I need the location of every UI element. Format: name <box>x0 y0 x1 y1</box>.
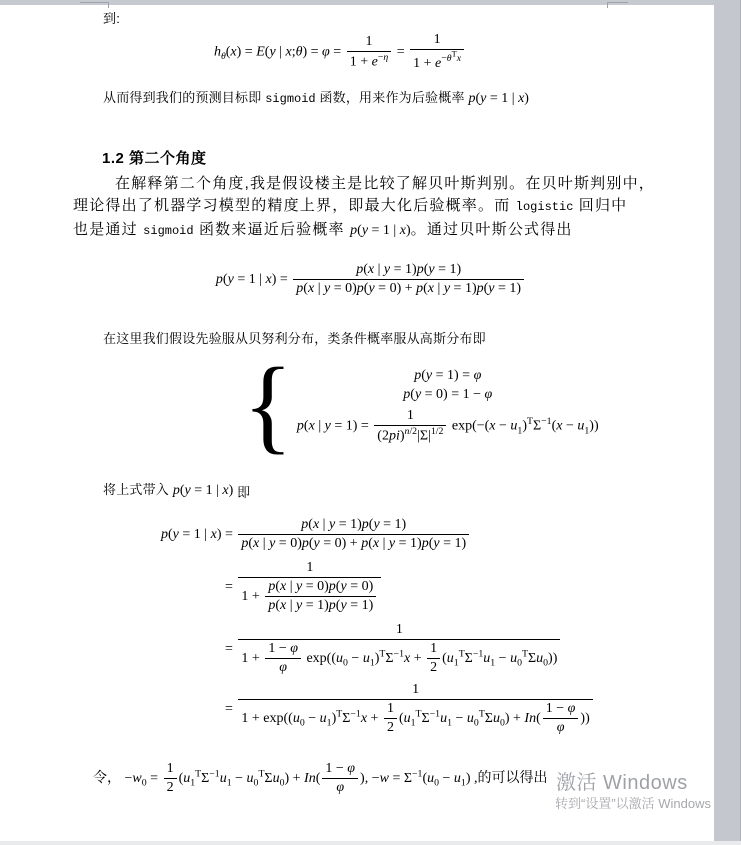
section-heading-1-2: 1.2 第二个角度 <box>102 150 207 167</box>
text-boundary-mark-left <box>80 2 109 8</box>
activate-windows-watermark-subtext: 转到“设置”以激活 Windows <box>555 796 712 811</box>
formula-sigmoid-hypothesis: $h_\theta(x) = E(y$ | x;θ) = φ = $\frac{1}{1 + e^{-\eta}}$ = $\frac{1}{1 + e^{-\theta^Tx}}$ <box>140 31 540 73</box>
bottom-gray-strip <box>0 841 741 845</box>
derivation-line-3: = 1 1 + $\frac{1 - \varphi}{\varphi}$ $\exp((u_0 - u_1)^T\Sigma^{-1}x$ + $\frac{1}{2}$ $(u_1^T\Sigma^{-1}u_1 - u_0^T\Sigma u_0)$) <box>225 621 562 678</box>
derivation-line-2: = 1 1 + $\frac{p(x | y = 0)p(y = 0)}{p(x | y = 1)p(y = 1)}$ <box>225 559 383 616</box>
formula-w-definition: 令， $-w_0$ = $\frac{1}{2}$ $(u_1^T\Sigma^{-1}u_1 - u_0^T\Sigma u_0) + In$( $\frac{1 - \varphi}{\varphi}$ ), $-w = \Sigma^{-1}(u_0 - u_1)$ ,的可以得出 <box>93 760 548 797</box>
derivation-line-1: p(y = 1 | x) = $\frac{p(x | y = 1)p(y = 1)}{p(x | y = 0)p(y = 0) + p(x | y = 1)p(y = 1)}$ <box>161 516 471 553</box>
paragraph-dao: 到: <box>103 11 121 26</box>
paragraph-bayes-line-2: 理论得出了机器学习模型的精度上界，即最大化后验概率。而 logistic 回归中 <box>73 197 628 214</box>
top-gray-strip <box>0 0 741 5</box>
activate-windows-watermark: 激活 Windows <box>556 772 688 794</box>
right-gray-strip <box>714 0 741 841</box>
system-line-prior-1: p(y = 1) = φ <box>414 367 482 383</box>
paragraph-bayes-line-3: 也是通过 sigmoid 函数来逼近后验概率 p(y = 1 | x)。通过贝叶斯公式得出 <box>73 221 573 238</box>
paragraph-substitute: 将上式带入 p(y = 1 | x) 即 <box>103 482 251 500</box>
system-line-prior-0: p(y = 0) = 1 − φ <box>403 386 493 402</box>
formula-distribution-system <box>243 346 599 465</box>
system-line-gaussian: p(x | y = 1) = $\frac{1}{(2pi)^{n/2}|\Sigma|^{1/2}}$ $\exp(-(x - u_1)^T\Sigma^{-1}(x - u_1))$ <box>297 407 599 446</box>
system-equations <box>297 366 599 446</box>
paragraph-prediction-target: 从而得到我们的预测目标即 sigmoid 函数，用来作为后验概率 p(y = 1 | x) <box>103 90 529 106</box>
left-curly-brace: { <box>243 346 293 465</box>
paragraph-bayes-line-1: 在解释第二个角度,我是假设楼主是比较了解贝叶斯判别。在贝叶斯判别中， <box>115 175 655 192</box>
formula-bayes-rule: p(y = 1 | x) = $\frac{p(x | y = 1)p(y = 1)}{p(x | y = 0)p(y = 0) + p(x | y = 1)p(y = 1)}$ <box>151 261 591 298</box>
derivation-line-4: = 1 $1 + \exp((u_0 - u_1)^T\Sigma^{-1}x$ + $\frac{1}{2}$ $(u_1^T\Sigma^{-1}u_1 - u_0^T\Sigma u_0) + In$( $\frac{1 - \varphi}{\varphi}$ )) <box>225 681 595 738</box>
text-boundary-mark-right <box>607 2 628 8</box>
paragraph-distribution-assumption: 在这里我们假设先验服从贝努利分布，类条件概率服从高斯分布即 <box>103 331 486 346</box>
